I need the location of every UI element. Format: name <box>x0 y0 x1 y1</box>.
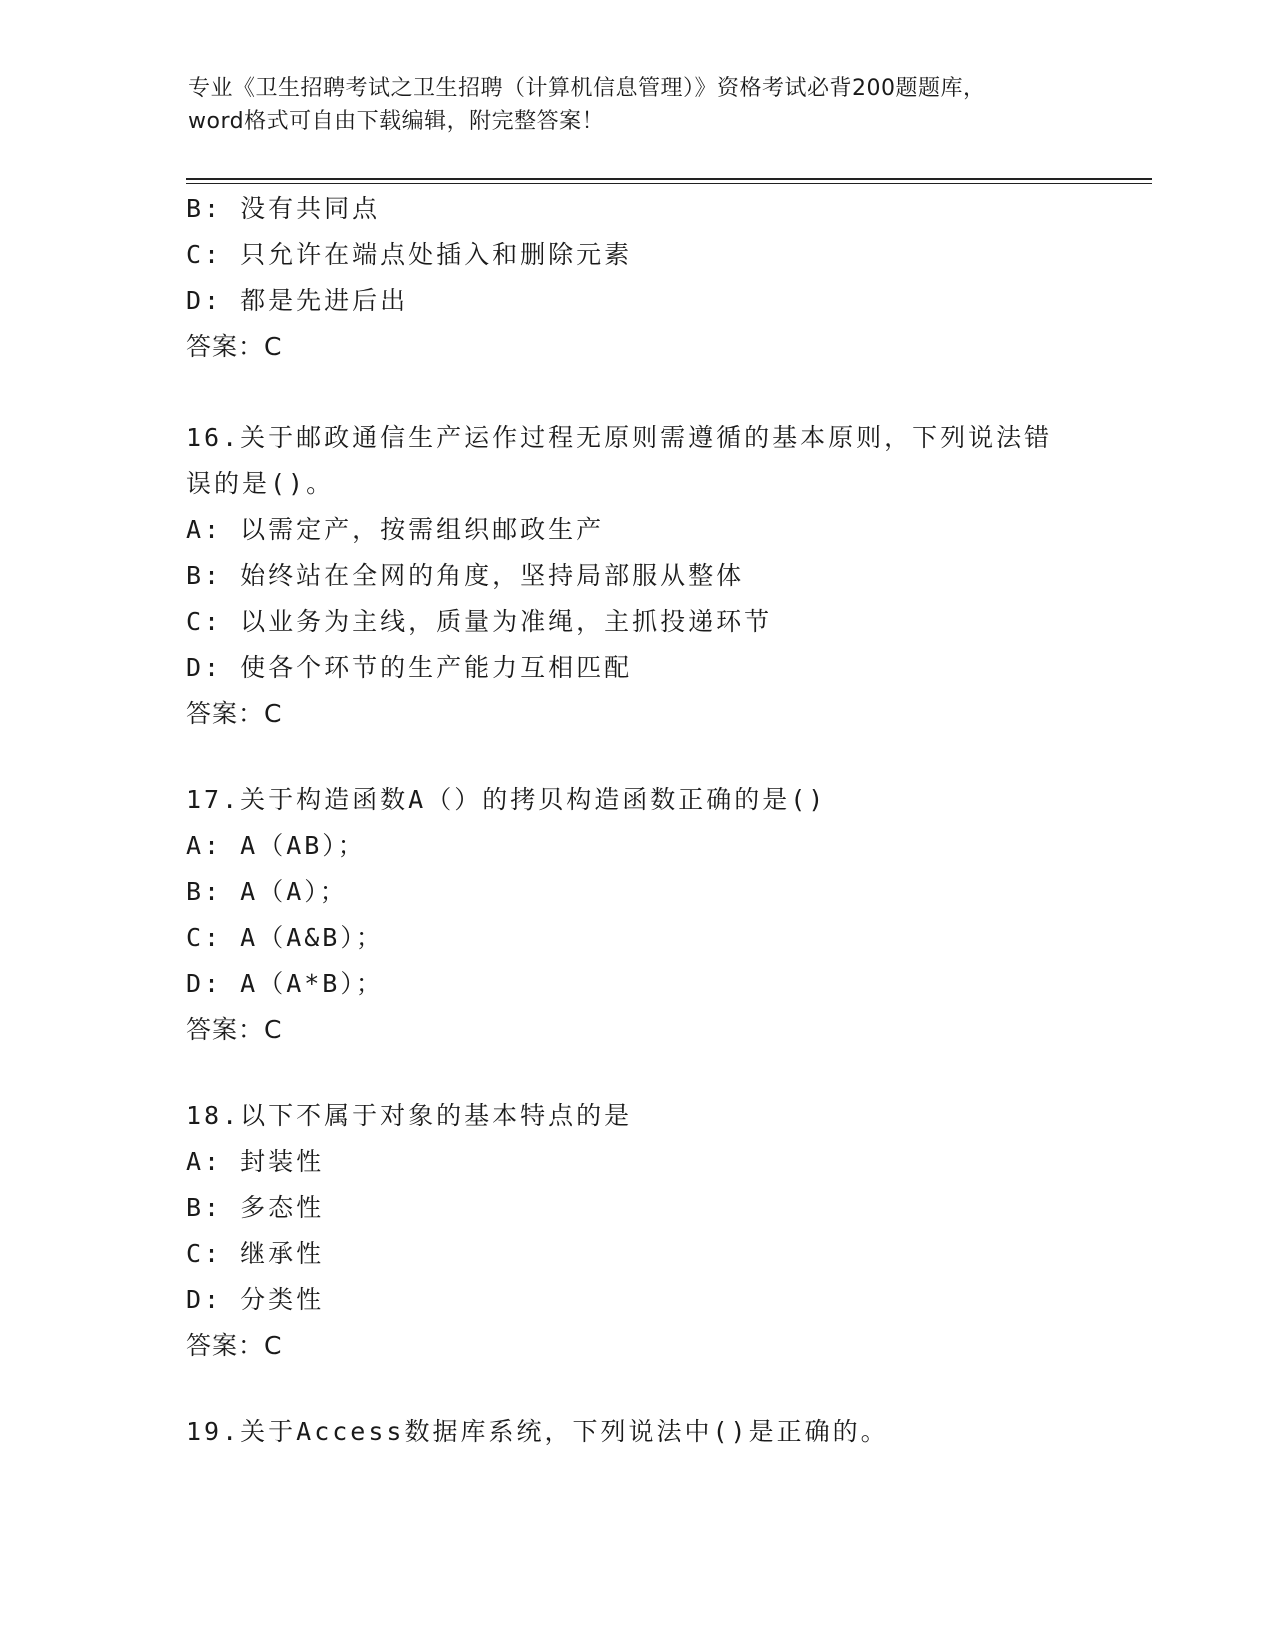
question-title-line-1: 16.关于邮政通信生产运作过程无原则需遵循的基本原则，下列说法错 <box>186 423 1053 452</box>
question-title-line-2: 误的是()。 <box>186 469 335 498</box>
question-17 <box>186 777 1086 1053</box>
header-divider-thick <box>186 178 1152 180</box>
document-header <box>188 72 1088 138</box>
option-c: C: 只允许在端点处插入和删除元素 <box>186 240 633 269</box>
option-c: C: 以业务为主线，质量为准绳，主抓投递环节 <box>186 607 773 636</box>
answer-label: 答案：C <box>186 332 283 361</box>
option-b: B: A（A）； <box>186 877 348 906</box>
question-list <box>186 186 1086 1455</box>
option-d: D: 分类性 <box>186 1285 325 1314</box>
option-c: C: A（A&B）； <box>186 923 384 952</box>
option-b: B: 始终站在全网的角度，坚持局部服从整体 <box>186 561 745 590</box>
option-a: A: 以需定产，按需组织邮政生产 <box>186 515 605 544</box>
header-line-1: 专业《卫生招聘考试之卫生招聘（计算机信息管理）》资格考试必背200题题库， <box>188 76 986 101</box>
header-line-2: word格式可自由下载编辑，附完整答案！ <box>188 109 605 134</box>
question-16 <box>186 415 1086 737</box>
option-a: A: 封装性 <box>186 1147 325 1176</box>
answer-label: 答案：C <box>186 699 283 728</box>
option-d: D: A（A*B）； <box>186 969 384 998</box>
option-b: B: 没有共同点 <box>186 194 381 223</box>
answer-label: 答案：C <box>186 1015 283 1044</box>
question-15-continuation <box>186 186 1086 370</box>
answer-label: 答案：C <box>186 1331 283 1360</box>
option-a: A: A（AB）； <box>186 831 366 860</box>
option-d: D: 都是先进后出 <box>186 286 409 315</box>
question-19 <box>186 1409 1086 1455</box>
option-c: C: 继承性 <box>186 1239 325 1268</box>
question-title-line-1: 19.关于Access数据库系统，下列说法中()是正确的。 <box>186 1417 889 1446</box>
option-d: D: 使各个环节的生产能力互相匹配 <box>186 653 633 682</box>
header-divider-thin <box>186 183 1152 184</box>
question-title-line-1: 17.关于构造函数A（）的拷贝构造函数正确的是() <box>186 785 827 814</box>
question-18 <box>186 1093 1086 1369</box>
option-b: B: 多态性 <box>186 1193 325 1222</box>
question-title-line-1: 18.以下不属于对象的基本特点的是 <box>186 1101 633 1130</box>
